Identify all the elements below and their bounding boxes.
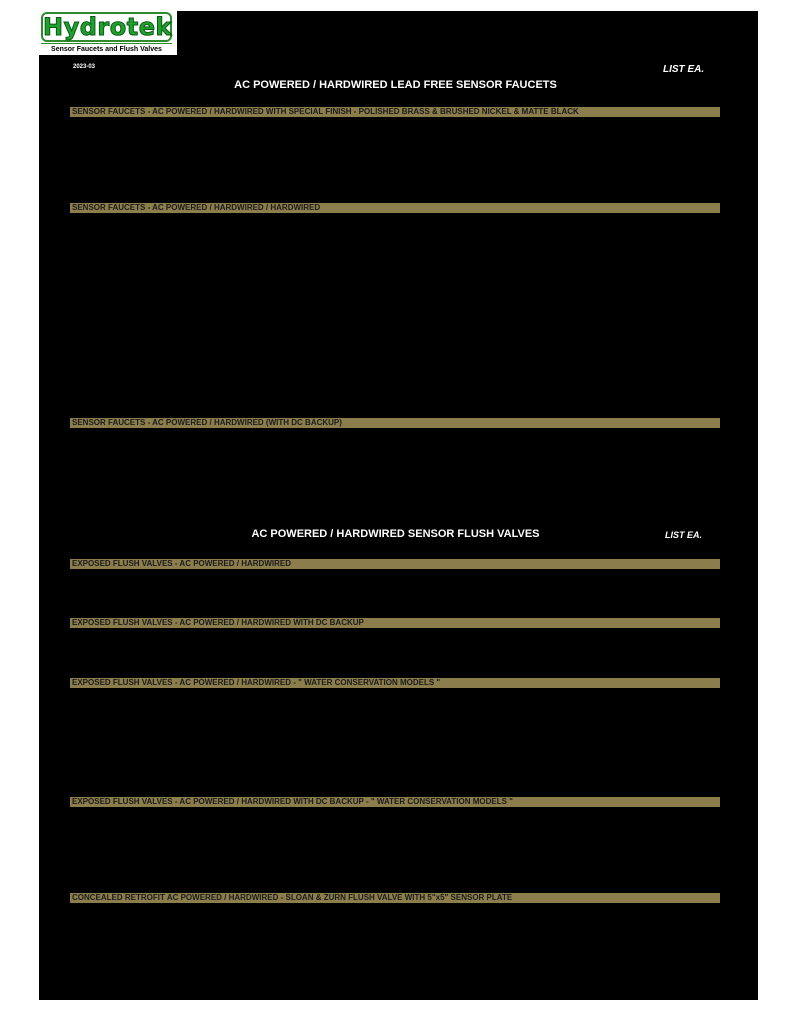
faucet-category-bar: SENSOR FAUCETS - AC POWERED / HARDWIRED / HARDWIRED [70,203,720,213]
hydrotek-logo [39,11,177,55]
faucets-section-title: AC POWERED / HARDWIRED LEAD FREE SENSOR FAUCETS [234,79,557,91]
revision-date: 2023-03 [73,64,96,70]
logo-tagline: Sensor Faucets and Flush Valves [41,43,172,55]
flush-valve-category-bar: EXPOSED FLUSH VALVES - AC POWERED / HARDWIRED [70,559,720,569]
flush-valve-category-bar: EXPOSED FLUSH VALVES - AC POWERED / HARDWIRED WITH DC BACKUP - " WATER CONSERVATION MODELS " [70,797,720,807]
faucet-category-bar: SENSOR FAUCETS - AC POWERED / HARDWIRED (WITH DC BACKUP) [70,418,720,428]
logo-frame [41,12,172,42]
list-each-header-faucets: LIST EA. [663,64,705,75]
price-sheet [39,11,758,1000]
flush-valve-category-bar: EXPOSED FLUSH VALVES - AC POWERED / HARDWIRED WITH DC BACKUP [70,618,720,628]
faucet-category-bar: SENSOR FAUCETS - AC POWERED / HARDWIRED WITH SPECIAL FINISH - POLISHED BRASS & BRUSHED NICKEL & MATTE BLACK [70,107,720,117]
list-each-header-flush-valves: LIST EA. [665,530,703,540]
flush-valves-section-title: AC POWERED / HARDWIRED SENSOR FLUSH VALVES [251,528,540,540]
flush-valve-category-bar: CONCEALED RETROFIT AC POWERED / HARDWIRED - SLOAN & ZURN FLUSH VALVE WITH 5"x5" SENSOR PLATE [70,893,720,903]
flush-valve-category-bar: EXPOSED FLUSH VALVES - AC POWERED / HARDWIRED - " WATER CONSERVATION MODELS " [70,678,720,688]
logo-wordmark: Hydrotek [43,13,172,41]
